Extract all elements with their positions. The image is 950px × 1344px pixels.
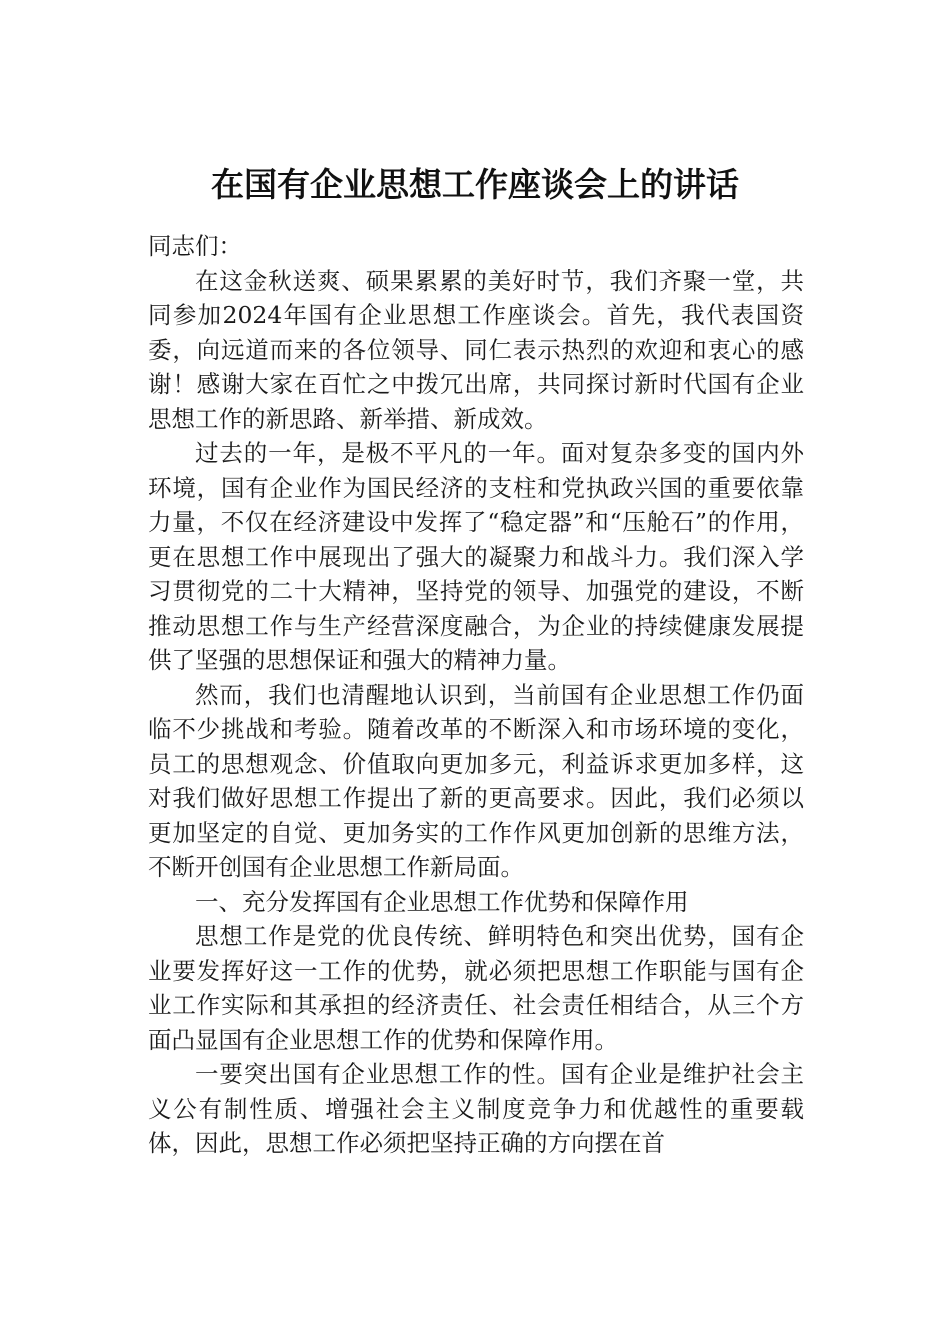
paragraph-1: 在这金秋送爽、硕果累累的美好时节，我们齐聚一堂，共同参加2024年国有企业思想工作座谈会。首先，我代表国资委，向远道而来的各位领导、同仁表示热烈的欢迎和衷心的感谢！感谢大家在百忙之中拨冗出席，共同探讨新时代国有企业思想工作的新思路、新举措、新成效。 bbox=[148, 266, 804, 433]
paragraph-5: 一要突出国有企业思想工作的性。国有企业是维护社会主义公有制性质、增强社会主义制度竞争力和优越性的重要载体，因此，思想工作必须把坚持正确的方向摆在首 bbox=[148, 1060, 804, 1157]
section-heading-1: 一、充分发挥国有企业思想工作优势和保障作用 bbox=[195, 887, 689, 916]
paragraph-3: 然而，我们也清醒地认识到，当前国有企业思想工作仍面临不少挑战和考验。随着改革的不断深入和市场环境的变化，员工的思想观念、价值取向更加多元，利益诉求更加多样，这对我们做好思想工作提出了新的更高要求。因此，我们必须以更加坚定的自觉、更加务实的工作作风更加创新的思维方法，不断开创国有企业思想工作新局面。 bbox=[148, 680, 804, 881]
document-title: 在国有企业思想工作座谈会上的讲话 bbox=[211, 165, 739, 204]
paragraph-4: 思想工作是党的优良传统、鲜明特色和突出优势，国有企业要发挥好这一工作的优势，就必须把思想工作职能与国有企业工作实际和其承担的经济责任、社会责任相结合，从三个方面凸显国有企业思想工作的优势和保障作用。 bbox=[148, 922, 804, 1054]
paragraph-2: 过去的一年，是极不平凡的一年。面对复杂多变的国内外环境，国有企业作为国民经济的支柱和党执政兴国的重要依靠力量，不仅在经济建设中发挥了“稳定器”和“压舱石”的作用，更在思想工作中展现出了强大的凝聚力和战斗力。我们深入学习贯彻党的二十大精神，坚持党的领导、加强党的建设，不断推动思想工作与生产经营深度融合，为企业的持续健康发展提供了坚强的思想保证和强大的精神力量。 bbox=[148, 439, 804, 674]
salutation: 同志们： bbox=[148, 232, 242, 260]
document-body bbox=[148, 229, 804, 1161]
